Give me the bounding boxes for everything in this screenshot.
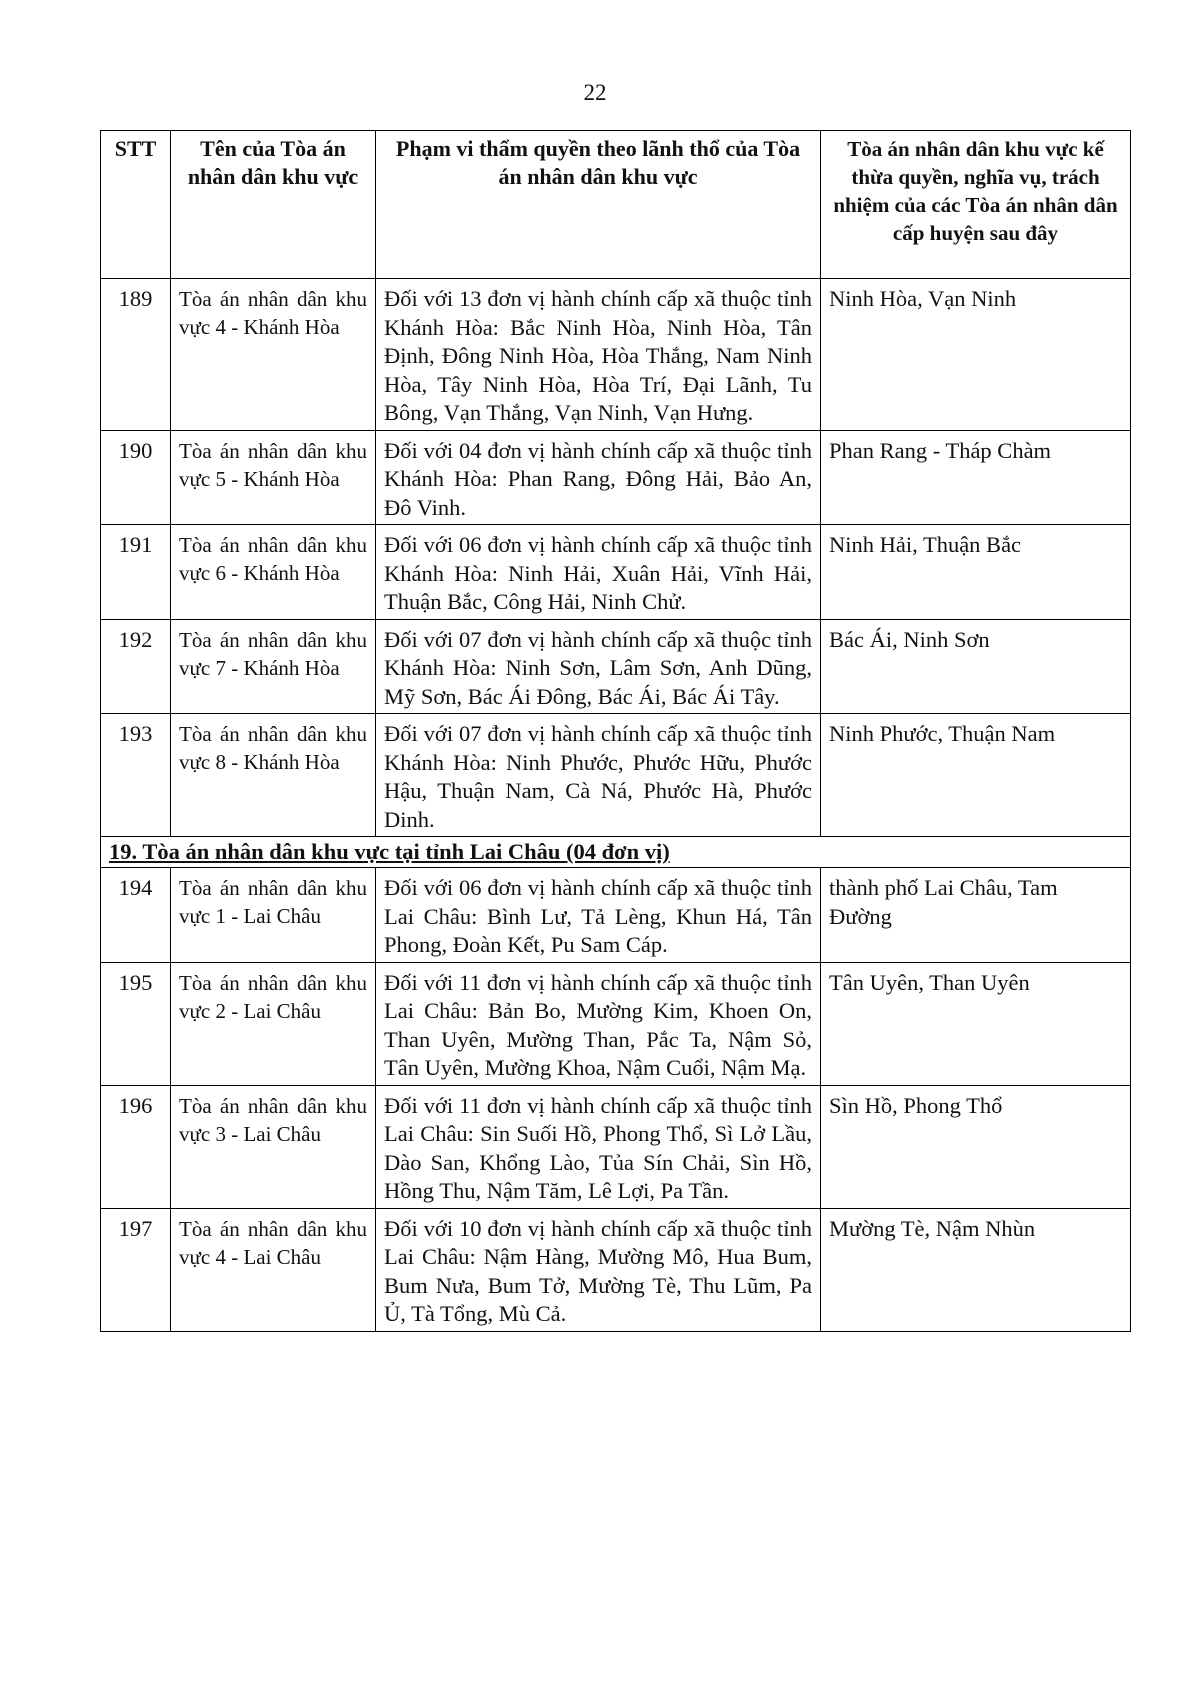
table-row xyxy=(101,430,1131,525)
row-stt: 195 xyxy=(101,962,171,1085)
row-successor: Ninh Hòa, Vạn Ninh xyxy=(821,279,1131,431)
row-scope: Đối với 06 đơn vị hành chính cấp xã thuộc tỉnh Khánh Hòa: Ninh Hải, Xuân Hải, Vĩnh Hải, Thuận Bắc, Công Hải, Ninh Chử. xyxy=(376,525,821,620)
table-row xyxy=(101,1208,1131,1331)
section-heading xyxy=(101,837,1131,868)
row-successor: Ninh Phước, Thuận Nam xyxy=(821,714,1131,837)
row-court-name: Tòa án nhân dân khu vực 3 - Lai Châu xyxy=(171,1085,376,1208)
table-row xyxy=(101,619,1131,714)
row-stt: 192 xyxy=(101,619,171,714)
row-scope: Đối với 06 đơn vị hành chính cấp xã thuộc tỉnh Lai Châu: Bình Lư, Tả Lèng, Khun Há, Tân Phong, Đoàn Kết, Pu Sam Cáp. xyxy=(376,868,821,963)
row-scope: Đối với 07 đơn vị hành chính cấp xã thuộc tỉnh Khánh Hòa: Ninh Sơn, Lâm Sơn, Anh Dũng, Mỹ Sơn, Bác Ái Đông, Bác Ái, Bác Ái Tây. xyxy=(376,619,821,714)
row-court-name: Tòa án nhân dân khu vực 4 - Lai Châu xyxy=(171,1208,376,1331)
row-successor: Mường Tè, Nậm Nhùn xyxy=(821,1208,1131,1331)
table-row xyxy=(101,714,1131,837)
row-scope: Đối với 07 đơn vị hành chính cấp xã thuộc tỉnh Khánh Hòa: Ninh Phước, Phước Hữu, Phước Hậu, Thuận Nam, Cà Ná, Phước Hà, Phước Dinh. xyxy=(376,714,821,837)
row-scope: Đối với 10 đơn vị hành chính cấp xã thuộc tỉnh Lai Châu: Nậm Hàng, Mường Mô, Hua Bum, Bum Nưa, Bum Tở, Mường Tè, Thu Lũm, Pa Ủ, Tà Tổng, Mù Cả. xyxy=(376,1208,821,1331)
row-stt: 191 xyxy=(101,525,171,620)
row-scope: Đối với 11 đơn vị hành chính cấp xã thuộc tỉnh Lai Châu: Sin Suối Hồ, Phong Thổ, Sì Lở Lầu, Dào San, Khổng Lào, Tủa Sín Chải, Sìn Hồ, Hồng Thu, Nậm Tăm, Lê Lợi, Pa Tần. xyxy=(376,1085,821,1208)
row-court-name: Tòa án nhân dân khu vực 6 - Khánh Hòa xyxy=(171,525,376,620)
row-scope: Đối với 13 đơn vị hành chính cấp xã thuộc tỉnh Khánh Hòa: Bắc Ninh Hòa, Ninh Hòa, Tân Định, Đông Ninh Hòa, Hòa Thắng, Nam Ninh Hòa, Tây Ninh Hòa, Hòa Trí, Đại Lãnh, Tu Bông, Vạn Thắng, Vạn Ninh, Vạn Hưng. xyxy=(376,279,821,431)
table-header-row xyxy=(101,131,1131,279)
row-court-name: Tòa án nhân dân khu vực 2 - Lai Châu xyxy=(171,962,376,1085)
row-stt: 189 xyxy=(101,279,171,431)
row-successor: Bác Ái, Ninh Sơn xyxy=(821,619,1131,714)
section-heading-row xyxy=(101,837,1131,868)
table-row xyxy=(101,868,1131,963)
row-scope: Đối với 11 đơn vị hành chính cấp xã thuộc tỉnh Lai Châu: Bản Bo, Mường Kim, Khoen On, Than Uyên, Mường Than, Pắc Ta, Nậm Sỏ, Tân Uyên, Mường Khoa, Nậm Cuổi, Nậm Mạ. xyxy=(376,962,821,1085)
row-successor: Ninh Hải, Thuận Bắc xyxy=(821,525,1131,620)
row-court-name: Tòa án nhân dân khu vực 7 - Khánh Hòa xyxy=(171,619,376,714)
section-title: 19. Tòa án nhân dân khu vực tại tỉnh Lai Châu (04 đơn vị) xyxy=(109,839,670,864)
row-successor: Tân Uyên, Than Uyên xyxy=(821,962,1131,1085)
row-stt: 194 xyxy=(101,868,171,963)
row-court-name: Tòa án nhân dân khu vực 1 - Lai Châu xyxy=(171,868,376,963)
row-stt: 193 xyxy=(101,714,171,837)
table-row xyxy=(101,962,1131,1085)
header-stt: STT xyxy=(101,131,171,279)
header-successor-courts: Tòa án nhân dân khu vực kế thừa quyền, nghĩa vụ, trách nhiệm của các Tòa án nhân dân cấp huyện sau đây xyxy=(821,131,1131,279)
court-jurisdiction-table xyxy=(100,130,1131,1332)
row-successor: Sìn Hồ, Phong Thổ xyxy=(821,1085,1131,1208)
header-territorial-scope: Phạm vi thẩm quyền theo lãnh thổ của Tòa án nhân dân khu vực xyxy=(376,131,821,279)
row-scope: Đối với 04 đơn vị hành chính cấp xã thuộc tỉnh Khánh Hòa: Phan Rang, Đông Hải, Bảo An, Đô Vinh. xyxy=(376,430,821,525)
row-stt: 196 xyxy=(101,1085,171,1208)
table-row xyxy=(101,279,1131,431)
row-successor: Phan Rang - Tháp Chàm xyxy=(821,430,1131,525)
row-stt: 190 xyxy=(101,430,171,525)
row-stt: 197 xyxy=(101,1208,171,1331)
row-successor: thành phố Lai Châu, Tam Đường xyxy=(821,868,1131,963)
page-number: 22 xyxy=(583,80,607,105)
row-court-name: Tòa án nhân dân khu vực 4 - Khánh Hòa xyxy=(171,279,376,431)
header-court-name: Tên của Tòa án nhân dân khu vực xyxy=(171,131,376,279)
table-row xyxy=(101,1085,1131,1208)
row-court-name: Tòa án nhân dân khu vực 8 - Khánh Hòa xyxy=(171,714,376,837)
table-row xyxy=(101,525,1131,620)
row-court-name: Tòa án nhân dân khu vực 5 - Khánh Hòa xyxy=(171,430,376,525)
